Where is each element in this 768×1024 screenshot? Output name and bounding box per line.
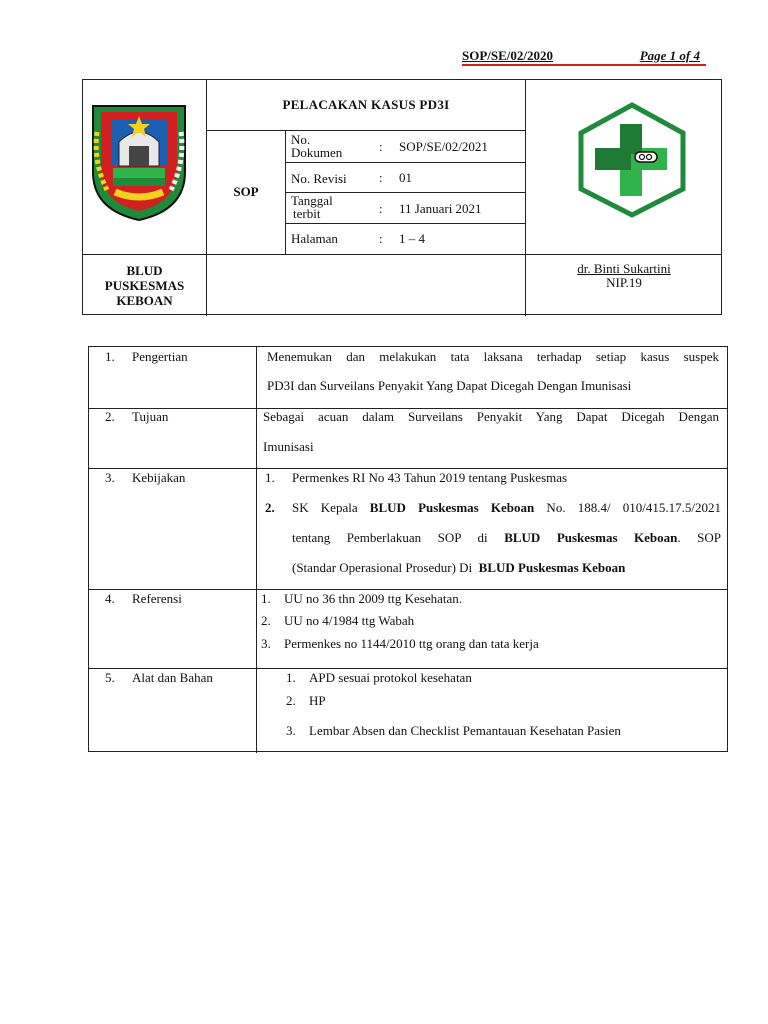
signer-nip: NIP.19 — [606, 275, 642, 290]
row-number: 3. — [105, 470, 115, 485]
list-number: 1. — [265, 470, 275, 485]
tujuan-line-1: Sebagai acuan dalam Surveilans Penyakit Yang Dapat Dicegah Dengan — [263, 409, 719, 424]
divider — [285, 162, 525, 163]
signer-name: dr. Binti Sukartini — [577, 261, 671, 276]
alat-bahan-item: HP — [309, 693, 326, 708]
row-number: 2. — [105, 409, 115, 424]
list-number: 1. — [261, 591, 271, 606]
row-label-pengertian: Pengertian — [132, 349, 188, 364]
meta-colon: : — [379, 139, 383, 154]
meta-value-dokumen: SOP/SE/02/2021 — [399, 139, 488, 154]
document-code: SOP/SE/02/2020 — [462, 48, 554, 63]
meta-label-dokumen: No. Dokumen — [291, 132, 343, 160]
meta-value-halaman: 1 – 4 — [399, 231, 425, 246]
divider — [89, 668, 727, 669]
referensi-item: UU no 36 thn 2009 ttg Kesehatan. — [284, 591, 463, 606]
organization-name: BLUD PUSKESMAS KEBOAN — [104, 262, 185, 308]
divider — [89, 589, 727, 590]
divider — [525, 80, 526, 254]
list-number: 2. — [265, 500, 275, 515]
referensi-item: Permenkes no 1144/2010 ttg orang dan tata kerja — [284, 636, 539, 651]
list-number: 2. — [286, 693, 296, 708]
row-label-tujuan: Tujuan — [132, 409, 169, 424]
meta-colon: : — [379, 170, 383, 185]
kabupaten-emblem-icon — [89, 102, 189, 224]
row-number: 1. — [105, 349, 115, 364]
kebijakan-item-2-line-2: tentang Pemberlakuan SOP di BLUD Puskesmas Keboan. SOP — [292, 530, 721, 545]
alat-bahan-item: Lembar Absen dan Checklist Pemantauan Kesehatan Pasien — [309, 723, 621, 738]
row-number: 5. — [105, 670, 115, 685]
meta-label-revisi: No. Revisi — [291, 171, 347, 186]
kebijakan-item-2-line-3: (Standar Operasional Prosedur) Di BLUD Puskesmas Keboan — [292, 560, 626, 575]
sop-label: SOP — [233, 183, 259, 199]
header-reference — [462, 48, 706, 66]
signature-block — [525, 262, 723, 290]
row-label-referensi: Referensi — [132, 591, 182, 606]
document-header-table — [82, 79, 722, 315]
referensi-item: UU no 4/1984 ttg Wabah — [284, 613, 415, 628]
document-title: PELACAKAN KASUS PD3I — [282, 97, 450, 112]
meta-colon: : — [379, 201, 383, 216]
pengertian-line-2: PD3I dan Surveilans Penyakit Yang Dapat Dicegah Dengan Imunisasi — [267, 378, 632, 393]
list-number: 1. — [286, 670, 296, 685]
meta-value-revisi: 01 — [399, 170, 412, 185]
page-indicator: Page 1 of 4 — [639, 48, 700, 63]
puskesmas-logo-icon — [577, 102, 687, 218]
meta-label-halaman: Halaman — [291, 231, 338, 246]
red-underline — [462, 64, 706, 66]
divider — [89, 468, 727, 469]
tujuan-line-2: Imunisasi — [263, 439, 314, 454]
list-number: 2. — [261, 613, 271, 628]
list-number: 3. — [286, 723, 296, 738]
row-number: 4. — [105, 591, 115, 606]
kebijakan-item-1: Permenkes RI No 43 Tahun 2019 tentang Puskesmas — [292, 470, 568, 485]
sop-content-table — [88, 346, 728, 752]
row-label-kebijakan: Kebijakan — [132, 470, 186, 485]
list-number: 3. — [261, 636, 271, 651]
meta-label-tanggal: Tanggal terbit — [291, 193, 333, 221]
row-label-alat-bahan: Alat dan Bahan — [132, 670, 213, 685]
kebijakan-item-2-line-1: SK Kepala BLUD Puskesmas Keboan No. 188.4/ 010/415.17.5/2021 — [292, 500, 721, 515]
meta-colon: : — [379, 231, 383, 246]
pengertian-line-1: Menemukan dan melakukan tata laksana terhadap setiap kasus suspek — [267, 349, 719, 364]
divider — [285, 223, 525, 224]
meta-value-tanggal: 11 Januari 2021 — [399, 201, 482, 216]
alat-bahan-item: APD sesuai protokol kesehatan — [309, 670, 472, 685]
